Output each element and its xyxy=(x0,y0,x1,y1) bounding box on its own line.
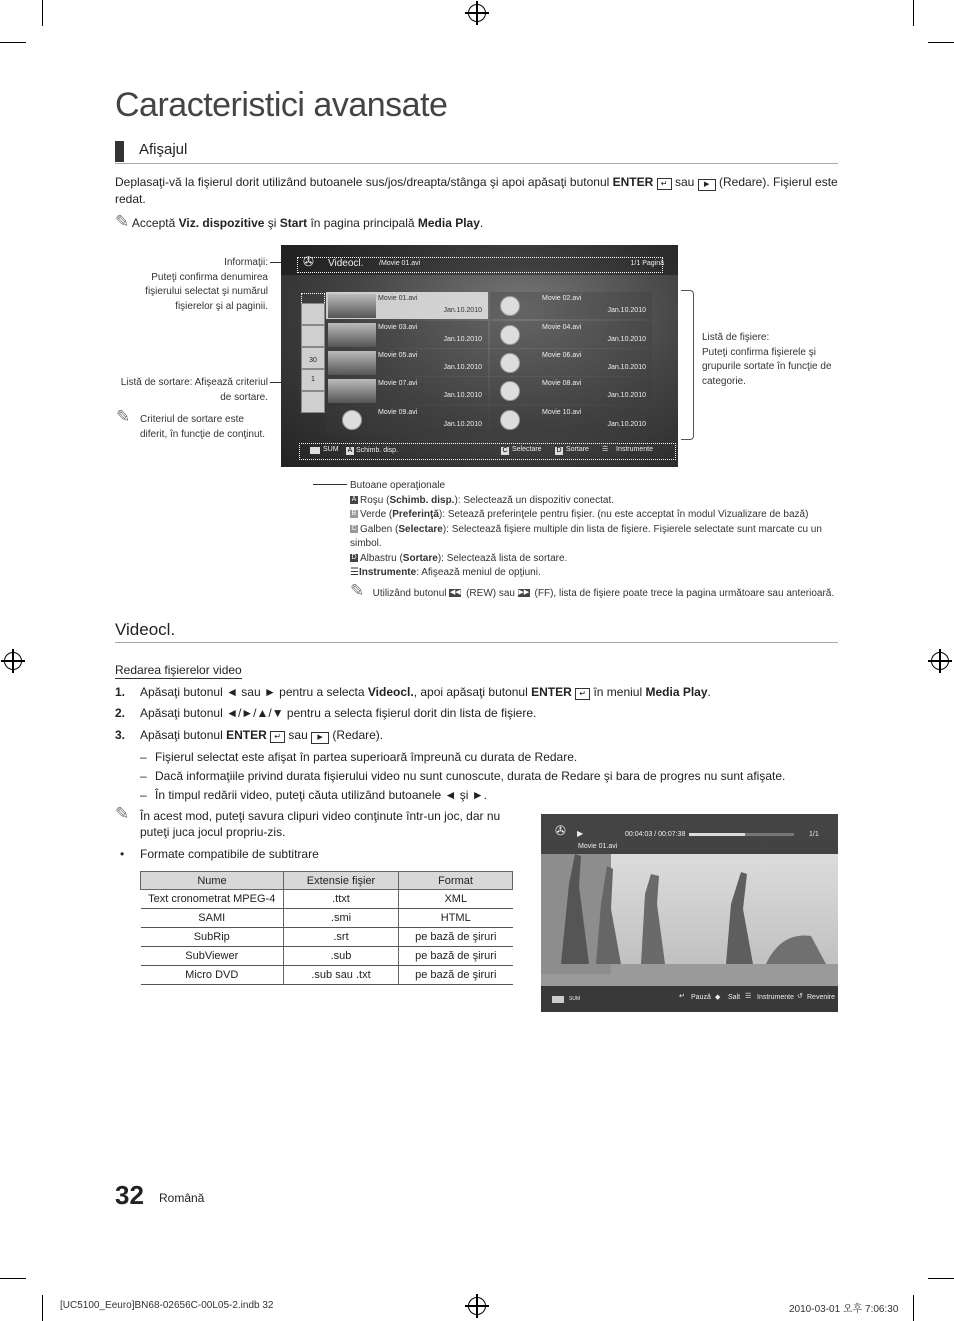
thumbnail xyxy=(328,351,376,375)
text-bold: Selectare xyxy=(398,523,443,535)
file-item[interactable] xyxy=(490,321,652,348)
note-text: şi xyxy=(264,216,280,230)
return-action[interactable]: Revenire xyxy=(807,994,836,1001)
text: ): Setează preferinţele pentru fişier. (nu este acceptat în modul Vizualizare de bază) xyxy=(438,509,809,520)
file-item[interactable] xyxy=(326,292,488,319)
note-text: în pagina principală xyxy=(307,216,418,230)
playback-footer xyxy=(541,986,838,1012)
text: (Redare). xyxy=(329,728,384,742)
text: (REW) sau xyxy=(463,587,518,599)
progress-fill xyxy=(689,833,745,836)
text: ): Selectează fişiere multiple din lista de fişiere. Fişierele selectate sunt marcate cu un simbol. xyxy=(350,523,822,549)
usb-icon xyxy=(552,996,564,1003)
enter-icon: ↵ xyxy=(270,731,285,743)
print-file-info: [UC5100_Eeuro]BN68-02656C-00L05-2.indb 32 xyxy=(60,1300,274,1311)
file-name: Movie 10.avi xyxy=(542,409,582,416)
table-cell: pe bază de şiruri xyxy=(399,966,513,985)
sort-calendar-icon[interactable]: 1 xyxy=(301,369,325,391)
text-bold: Sortare xyxy=(402,552,438,564)
sort-title-icon[interactable] xyxy=(301,325,325,347)
file-name: Movie 08.avi xyxy=(542,380,582,387)
footer-action[interactable]: Schimb. disp. xyxy=(356,447,399,454)
video-playback-screenshot xyxy=(541,814,838,1012)
buttons-heading: Butoane operaţionale xyxy=(350,480,446,491)
step-3 xyxy=(115,727,840,744)
file-date: Jan.10.2010 xyxy=(607,364,646,371)
crop-mark xyxy=(42,0,43,26)
intro-text: Deplasaţi-vă la fişierul dorit utilizând butoanele sus/jos/dreapta/stânga şi apoi apăsaţi butonul xyxy=(115,175,613,189)
rew-ff-note xyxy=(350,580,850,602)
blue-button-line xyxy=(350,552,850,567)
thumbnail xyxy=(328,294,376,318)
text-bold: ENTER xyxy=(226,728,267,742)
usb-icon xyxy=(310,447,320,454)
key-a-icon: A xyxy=(351,495,357,503)
info-highlight xyxy=(297,257,663,273)
callout-line: de sortare. xyxy=(220,391,268,403)
table-row xyxy=(141,947,513,966)
play-icon: ▶ xyxy=(311,732,329,744)
text-bold: Schimb. disp. xyxy=(389,494,455,506)
playback-file-name: Movie 01.avi xyxy=(578,843,618,850)
video-file-icon xyxy=(342,410,362,430)
file-name: Movie 06.avi xyxy=(542,352,582,359)
table-cell: pe bază de şiruri xyxy=(399,947,513,966)
sort-date-icon[interactable]: 30 xyxy=(301,347,325,369)
text: Fişierul selectat este afişat în partea superioară împreună cu durata de Redare. xyxy=(155,750,578,764)
playback-time: 00:04:03 / 00:07:38 xyxy=(625,831,686,838)
film-icon: ✇ xyxy=(555,823,566,838)
progress-bar[interactable] xyxy=(689,833,794,836)
text: Apăsaţi butonul xyxy=(140,728,227,742)
table-cell: SubRip xyxy=(141,928,284,947)
video-file-icon xyxy=(500,381,520,401)
text: . xyxy=(707,685,711,699)
intro-text: (Redare). Fişierul este xyxy=(715,175,838,189)
file-date: Jan.10.2010 xyxy=(443,336,482,343)
subtitle-format-table xyxy=(140,871,513,985)
text: În acest mod, puteţi savura clipuri video conţinute într-un joc, dar nu xyxy=(140,809,501,823)
crop-mark xyxy=(913,0,914,26)
table-cell: XML xyxy=(399,890,513,909)
page-language: Română xyxy=(159,1191,205,1205)
media-play-screenshot xyxy=(281,245,678,467)
file-item[interactable] xyxy=(490,292,652,319)
table-header-row xyxy=(141,872,513,890)
text: puteţi juca jocul propriu-zis. xyxy=(140,825,286,839)
video-file-icon xyxy=(500,353,520,373)
enter-icon: ↵ xyxy=(575,688,590,700)
play-state-icon: ▶ xyxy=(577,829,584,838)
callout-line: Puteţi confirma fişierele şi xyxy=(702,346,816,358)
text: Apăsaţi butonul ◄/►/▲/▼ pentru a selecta fişierul dorit din lista de fişiere. xyxy=(140,706,537,720)
sort-callout xyxy=(100,376,268,405)
step-number: 1. xyxy=(115,685,126,699)
table-header: Extensie fişier xyxy=(284,872,399,890)
registration-mark-icon xyxy=(468,4,486,22)
file-date: Jan.10.2010 xyxy=(443,307,482,314)
device-label: SUM xyxy=(569,996,581,1002)
file-list-bracket xyxy=(681,290,694,440)
key-d-icon: D xyxy=(556,447,562,454)
note-text: Acceptă xyxy=(131,216,179,230)
play-icon: ▶ xyxy=(698,179,716,191)
text: În timpul redării video, puteţi căuta utilizând butoanele ◄ şi ►. xyxy=(155,788,487,802)
section-bar xyxy=(115,141,124,162)
text: , apoi apăsaţi butonul xyxy=(413,685,532,699)
table-cell: Micro DVD xyxy=(141,966,284,985)
text: (FF), lista de fişiere poate trece la pagina următoare sau anterioară. xyxy=(531,587,835,599)
file-item[interactable] xyxy=(490,406,652,433)
text: Dacă informaţiile privind durata fişierului video nu sunt cunoscute, durata de Redare şi bara de progres nu sunt afişate. xyxy=(155,769,786,783)
note-text: . xyxy=(479,216,484,230)
key-c-icon: C xyxy=(351,524,357,532)
green-button-line xyxy=(350,508,850,523)
file-name: Movie 02.avi xyxy=(542,295,582,302)
section-header xyxy=(115,620,838,643)
note-line xyxy=(115,214,483,231)
note-pencil-icon: ✎ xyxy=(350,580,365,600)
callout-line: fişierelor şi al paginii. xyxy=(175,300,268,312)
tools-icon: ☰ xyxy=(602,446,609,453)
file-list xyxy=(326,292,654,436)
screen-title: Videocl. xyxy=(328,258,364,269)
text-bold: Media Play xyxy=(645,685,708,699)
table-row xyxy=(141,909,513,928)
registration-mark-icon xyxy=(931,652,949,670)
file-name: Movie 01.avi xyxy=(378,295,418,302)
sort-note xyxy=(116,407,276,442)
file-list-callout xyxy=(702,331,842,389)
text: Formate compatibile de subtitrare xyxy=(140,847,319,861)
file-name: Movie 04.avi xyxy=(542,324,582,331)
enter-icon: ↵ xyxy=(679,993,685,1000)
video-file-icon xyxy=(500,410,520,430)
file-name: Movie 07.avi xyxy=(378,380,418,387)
tools-icon: ☰ xyxy=(350,567,359,578)
file-item[interactable] xyxy=(326,377,488,404)
text-bold: Preferinţă xyxy=(392,509,439,520)
crop-mark xyxy=(0,1278,26,1279)
crop-mark xyxy=(0,42,26,43)
section-header xyxy=(115,141,838,164)
screen-page: 1/1 Pagină xyxy=(630,260,664,267)
table-cell: pe bază de şiruri xyxy=(399,928,513,947)
key-d-icon: D xyxy=(351,553,357,561)
file-name: Movie 05.avi xyxy=(378,352,418,359)
text: Apăsaţi butonul ◄ sau ► pentru a selecta xyxy=(140,685,368,699)
text: Verde ( xyxy=(360,509,393,520)
screen-footer xyxy=(299,443,676,460)
callout-line: Informaţii: xyxy=(224,257,268,268)
playback-page: 1/1 xyxy=(809,831,819,838)
table-cell: SAMI xyxy=(141,909,284,928)
section-title: Afişajul xyxy=(139,141,188,158)
yellow-button-line xyxy=(350,523,850,552)
crop-mark xyxy=(928,1278,954,1279)
footer-action[interactable]: Sortare xyxy=(566,446,589,453)
thumbnail xyxy=(328,323,376,347)
table-row xyxy=(141,890,513,909)
dash-item: – Fişierul selectat este afişat în partea superioară împreună cu durata de Redare. xyxy=(140,750,578,764)
file-date: Jan.10.2010 xyxy=(443,392,482,399)
red-button-line xyxy=(350,494,850,509)
file-date: Jan.10.2010 xyxy=(607,421,646,428)
table-row xyxy=(141,928,513,947)
table-cell: .sub xyxy=(284,947,399,966)
note-pencil-icon: ✎ xyxy=(115,212,130,231)
subheading: Redarea fişierelor video xyxy=(115,663,242,677)
text: Roşu ( xyxy=(360,494,390,506)
note-bold: Viz. dispozitive xyxy=(178,216,265,230)
file-name: Movie 03.avi xyxy=(378,324,418,331)
table-row xyxy=(141,966,513,985)
file-item[interactable] xyxy=(490,349,652,376)
footer-action[interactable]: Instrumente xyxy=(616,446,653,453)
text: ): Selectează un dispozitiv conectat. xyxy=(454,494,614,506)
crop-mark xyxy=(42,1295,43,1321)
callout-line: grupurile sortate în funcţie de xyxy=(702,361,832,372)
file-item[interactable] xyxy=(326,321,488,348)
dash-item: – Dacă informaţiile privind durata fişierului video nu sunt cunoscute, durata de Redare şi bara de progres nu sunt afişate. xyxy=(140,769,786,783)
step-number: 2. xyxy=(115,706,126,720)
footer-action[interactable]: Selectare xyxy=(512,446,542,453)
file-date: Jan.10.2010 xyxy=(607,307,646,314)
table-cell: SubViewer xyxy=(141,947,284,966)
text: în meniul xyxy=(590,685,646,699)
bullet-item xyxy=(120,846,319,862)
sort-preference-icon[interactable] xyxy=(301,391,325,413)
callout-leader xyxy=(313,484,347,485)
note-bold: Media Play xyxy=(417,216,480,230)
text-bold: Instrumente xyxy=(358,567,417,578)
callout-line: Listă de sortare: Afişează criteriul xyxy=(120,377,268,388)
file-date: Jan.10.2010 xyxy=(607,392,646,399)
note-pencil-icon: ✎ xyxy=(116,407,131,426)
intro-text: redat. xyxy=(115,192,146,206)
file-date: Jan.10.2010 xyxy=(443,364,482,371)
step-2 xyxy=(115,705,840,721)
file-date: Jan.10.2010 xyxy=(443,421,482,428)
device-label: SUM xyxy=(323,446,339,453)
text: Albastru ( xyxy=(360,552,403,564)
page-number: 32 xyxy=(115,1180,144,1210)
table-cell: .ttxt xyxy=(284,890,399,909)
enter-icon: ↵ xyxy=(657,178,672,190)
pause-action[interactable]: Pauză xyxy=(691,994,711,1001)
screen-path: /Movie 01.avi xyxy=(379,260,421,267)
bullet-icon: • xyxy=(120,847,125,861)
callout-line: Listă de fişiere: xyxy=(702,332,770,343)
file-date: Jan.10.2010 xyxy=(607,336,646,343)
sort-folder-icon[interactable] xyxy=(301,303,325,325)
tools-button-line xyxy=(350,566,850,581)
text: ): Selectează lista de sortare. xyxy=(437,552,568,564)
callout-line: fişierului selectat şi numărul xyxy=(145,286,268,297)
operational-buttons xyxy=(350,479,850,601)
info-callout xyxy=(100,256,268,314)
table-cell: HTML xyxy=(399,909,513,928)
text: Galben ( xyxy=(360,523,399,535)
key-c-icon: C xyxy=(502,447,508,454)
print-date: 2010-03-01 오후 7:06:30 xyxy=(789,1304,899,1315)
video-file-icon xyxy=(500,296,520,316)
note-bold: Start xyxy=(279,216,308,230)
game-note xyxy=(115,804,515,840)
text: sau xyxy=(285,728,312,742)
thumbnail xyxy=(328,379,376,403)
rew-icon: ◀◀ xyxy=(449,588,461,596)
text: : Afişează meniul de opţiuni. xyxy=(416,567,541,578)
key-a-icon: A xyxy=(347,447,353,454)
video-file-icon xyxy=(500,325,520,345)
page-title: Caracteristici avansate xyxy=(115,86,448,124)
crop-mark xyxy=(913,1295,914,1321)
jump-action[interactable]: Salt xyxy=(728,994,741,1001)
tools-action[interactable]: Instrumente xyxy=(757,994,794,1001)
tools-icon: ☰ xyxy=(745,993,752,1000)
file-name: Movie 09.avi xyxy=(378,409,418,416)
key-b-icon: B xyxy=(351,510,357,518)
return-icon: ↺ xyxy=(797,993,803,1000)
playback-header xyxy=(541,814,838,854)
note-pencil-icon: ✎ xyxy=(115,804,130,823)
table-cell: .sub sau .txt xyxy=(284,966,399,985)
ff-icon: ▶▶ xyxy=(518,588,530,596)
table-cell: Text cronometrat MPEG-4 xyxy=(141,890,284,909)
callout-line: diferit, în funcţie de conţinut. xyxy=(140,428,266,440)
dash-item: – În timpul redării video, puteţi căuta utilizând butoanele ◄ şi ►. xyxy=(140,788,487,802)
intro-paragraph xyxy=(115,174,840,207)
file-item[interactable] xyxy=(326,349,488,376)
file-item[interactable] xyxy=(490,377,652,404)
table-header: Nume xyxy=(141,872,284,890)
intro-text: sau xyxy=(671,175,698,189)
enter-label: ENTER xyxy=(612,175,654,189)
callout-line: Criteriul de sortare este xyxy=(140,414,244,425)
text: Utilizând butonul xyxy=(372,587,450,599)
step-number: 3. xyxy=(115,728,126,742)
left-right-arrows-icon: ◆ xyxy=(715,994,721,1001)
table-header: Format xyxy=(399,872,513,890)
table-cell: .srt xyxy=(284,928,399,947)
section-title: Videocl. xyxy=(115,620,176,639)
text-bold: ENTER xyxy=(531,685,572,699)
table-cell: .smi xyxy=(284,909,399,928)
registration-mark-icon xyxy=(4,652,22,670)
callout-line: Puteţi confirma denumirea xyxy=(151,271,268,283)
film-icon: ✇ xyxy=(303,254,314,269)
callout-line: categorie. xyxy=(702,375,746,387)
registration-mark-icon xyxy=(468,1297,486,1315)
text-bold: Videocl. xyxy=(367,685,414,699)
step-1 xyxy=(115,684,840,700)
file-item[interactable] xyxy=(326,406,488,433)
crop-mark xyxy=(928,42,954,43)
